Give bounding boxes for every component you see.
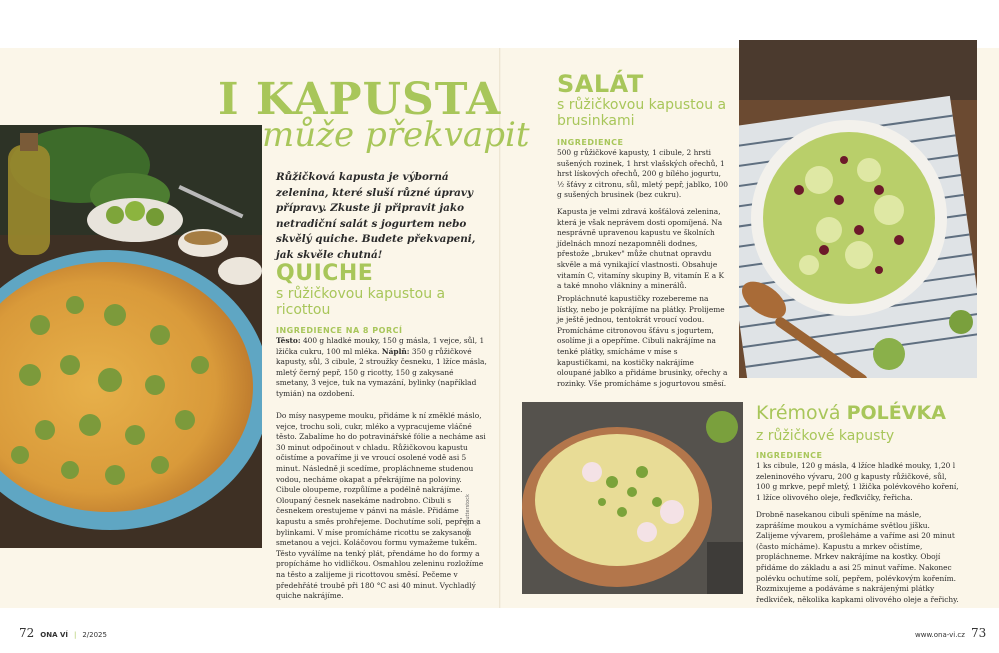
quiche-napln-text: 350 g růžičkové kapusty, sůl, 3 cibule, 2 stroužky česneku, 1 lžíce másla, mletý černý pepř, 150 g ricotty, 150 g zakysané smetany, 3 vejce, tuk na vymazání, bylinky (například tymián) na ozdobení.	[276, 346, 487, 398]
salat-paragraph-2: Propláchnuté kapustičky rozebereme na lístky, nebo je pokrájíme na plátky. Prolijeme je ještě jednou, tentokrát vroucí vodou. Promícháme citronovou šťávu s jogurtem, osolíme ji a opepříme. Cibuli nakrájíme na tenké plátky, smícháme v míse s kapustičkami, na kostičky nakrájíme oloupané jablko a přidáme brusinky, ořechy a rozinky. Vše promícháme s jogurtovou směsí.	[557, 294, 728, 388]
footer-left: 72 ONA VÍ | 2/2025	[19, 626, 107, 640]
salat-ingredients-heading: INGREDIENCE	[557, 138, 624, 147]
magazine-url[interactable]: www.ona-vi.cz	[915, 631, 965, 639]
polevka-method: Drobně nasekanou cibuli spěníme na másle, zaprášíme moukou a vymícháme světlou jíšku. Zalijeme vývarem, prošleháme a vaříme asi 20 minut (často mícháme). Kapustu a mrkev očistíme, propláchneme. Mrkev nakrájíme na kostky. Obojí přidáme do základu a asi 25 minut vaříme. Nakonec polévku ochutíme solí, pepřem, polévkovým kořením. Rozmixujeme a podáváme s nakrájenými plátky ředkviček, několika kapkami olivového oleje a řeřichy.	[756, 510, 959, 604]
polevka-subtitle: z růžičkové kapusty	[756, 428, 895, 444]
salad-photo	[739, 40, 977, 378]
polevka-title	[756, 404, 946, 423]
salat-subtitle: s růžičkovou kapustou a brusinkami	[557, 97, 727, 129]
quiche-ingredients	[276, 336, 488, 400]
polevka-ingredients: 1 ks cibule, 120 g másla, 4 lžíce hladké mouky, 1,20 l zeleninového vývaru, 200 g kapusty růžičkové, sůl, 100 g mrkve, pepř mletý, 1 lžička polévkového koření, 1 lžíce olivového oleje, řeďkvičky, řeřicha.	[756, 461, 959, 502]
salat-ingredients: 500 g růžičkové kapusty, 1 cibule, 2 hrsti sušených rozinek, 1 hrst vlašských ořechů, 1 hrst lískových ořechů, 200 g bílého jogurtu, ½ šťávy z citronu, sůl, mletý pepř, jablko, 100 g sušených brusinek (bez cukru).	[557, 148, 728, 200]
page-number-left: 72	[19, 626, 35, 640]
salat-title: SALÁT	[557, 70, 644, 98]
quiche-testo-text: 400 g hladké mouky, 150 g másla, 1 vejce, sůl, 1 lžička cukru, 100 ml mléka.	[276, 336, 485, 356]
issue-number: 2/2025	[82, 631, 107, 639]
footer-right	[915, 626, 986, 640]
salat-paragraph-1: Kapusta je velmi zdravá košťálová zelenina, která je však neprávem dosti opomíjená. Na nesprávně upravenou kapustu ve školních jídelnách mnozí nezapomněli dodnes, přestože „brukev" může chutnat opravdu skvěle a má vynikající vlastnosti. Obsahuje vitamín C, vitamíny skupiny B, vitamín E a K a také mnoho vlákniny a minerálů.	[557, 207, 725, 291]
page-number-right: 73	[970, 626, 987, 640]
quiche-photo	[0, 125, 262, 548]
soup-photo	[522, 402, 743, 594]
quiche-testo-label: Těsto:	[276, 336, 301, 345]
quiche-subtitle: s růžičkovou kapustou a ricottou	[276, 286, 446, 318]
quiche-title: QUICHE	[276, 261, 374, 286]
quiche-method: Do mísy nasypeme mouku, přidáme k ní změklé máslo, vejce, trochu soli, cukr, mléko a vypracujeme vláčné těsto. Zabalíme ho do potravinářské fólie a necháme asi 30 minut odpočinout v chladu. Růžičkovou kapustu očistíme a povaříme ji ve vroucí osolené vodě asi 5 minut. Následně ji scedíme, propláchneme studenou vodou, necháme okapat a překrájíme na poloviny. Cibule oloupeme, rozpůlíme a podélně nakrájíme. Oloupaný česnek nasekáme nadrobno. Cibuli s česnekem orestujeme v pánvi na másle. Přidáme kapustu a směs prohřejeme. Dochutíme solí, pepřem a bylinkami. V míse promícháme ricottu se zakysanou smetanou a vejci. Koláčovou formu vymažeme tukem. Těsto vyválíme na tenký plát, přendáme ho do formy a propícháme ho vidličkou. Osmahlou zeleninu rozložíme na těsto a zalijeme ji ricottovou směsí. Pečeme v předehřáté troubě při 180 °C asi 40 minut. Vychladlý quiche nakrájíme.	[276, 411, 486, 601]
polevka-title-b: POLÉVKA	[846, 402, 946, 424]
magazine-name: ONA VÍ	[40, 631, 68, 639]
intro-title: I KAPUSTA	[218, 74, 502, 125]
photo-credit: Foto: Shutterstock	[465, 494, 471, 540]
quiche-napln-label: Náplň:	[381, 346, 410, 356]
quiche-ingredients-heading: INGREDIENCE NA 8 PORCÍ	[276, 326, 403, 335]
polevka-ingredients-heading: INGREDIENCE	[756, 451, 823, 460]
intro-paragraph: Růžičková kapusta je výborná zelenina, které sluší různé úpravy přípravy. Zkuste ji připravit jako netradiční salát s jogurtem nebo skvělý quiche. Budete překvapeni, jak skvěle chutná!	[276, 171, 476, 261]
intro-subtitle: může překvapit	[262, 115, 530, 155]
polevka-title-a: Krémová	[756, 402, 847, 424]
